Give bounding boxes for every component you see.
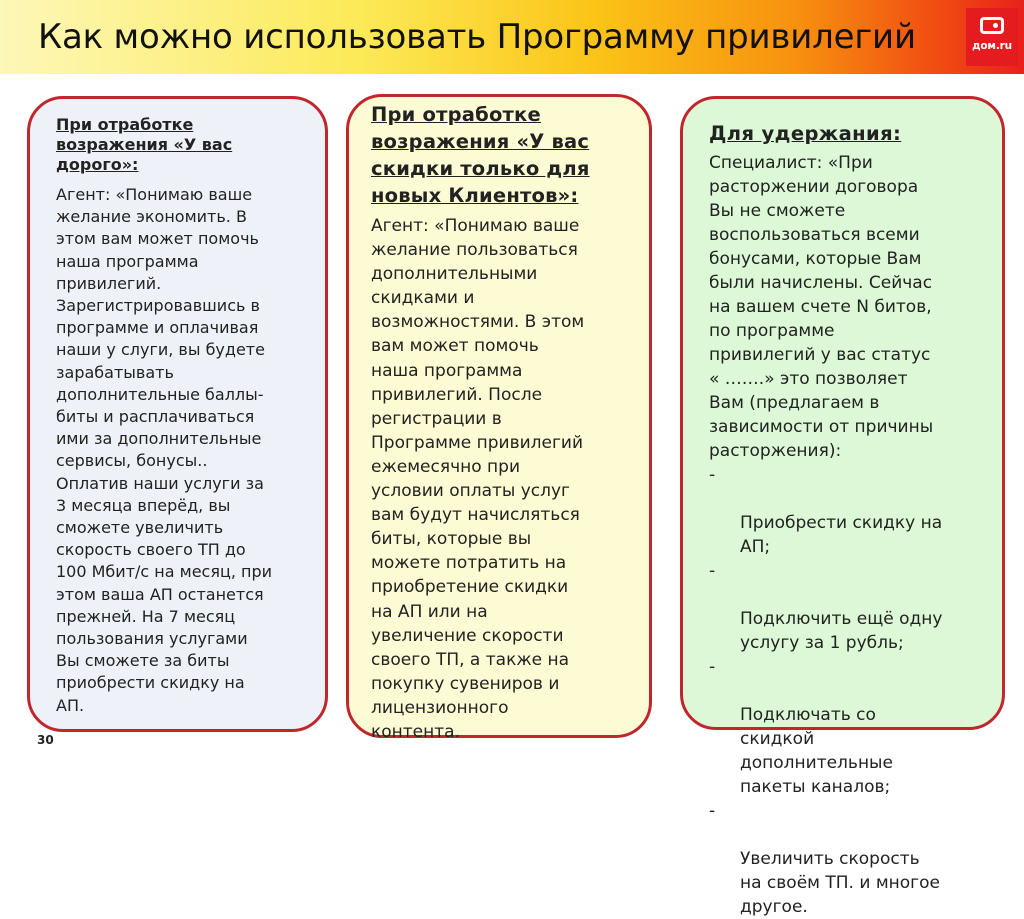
card-too-expensive <box>27 96 328 732</box>
card-title: При отработке возражения «У вас скидки только для новых Клиентов»: <box>371 103 590 207</box>
header-bar <box>0 0 1024 74</box>
dash-marker: - <box>709 465 716 485</box>
list-item-text: Подключить ещё одну услугу за 1 рубль; <box>740 609 943 653</box>
card-body: Агент: «Понимаю ваше желание экономить. В этом вам может помочь наша программа привилегий. Зарегистрировавшись в программе и оплачивая наши у слуги, вы будете зарабатывать дополнительные баллы- биты и расплачиваться ими за дополнительные сервисы, бонусы.. Оплатив наши услуги за 3 месяца вперёд, вы сможете увеличить скорость своего ТП до 100 Мбит/с на месяц, при этом ваша АП останется прежней. На 7 месяц пользования услугами Вы сможете за биты приобрести скидку на АП. <box>56 185 273 715</box>
list-item-text: Подключать со скидкой дополнительные пакеты каналов; <box>740 705 893 797</box>
card-body: Агент: «Понимаю ваше желание пользоваться дополнительными скидками и возможностями. В этом вам может помочь наша программа привилегий. После регистрации в Программе привилегий ежемесячно при условии оплаты услуг вам будут начисляться биты, которые вы можете потратить на приобретение скидки на АП или на увеличение скорости своего ТП, а также на покупку сувениров и лицензионного контента. <box>371 216 585 742</box>
card-body: Специалист: «При расторжении договора Вы не сможете воспользоваться всеми бонусами, которые Вам были начислены. Сейчас на вашем счете N битов, по программе привилегий у вас статус « …….» это позволяет Вам (предлагаем в зависимости от причины расторжения): <box>709 153 934 461</box>
list-item-text: Увеличить скорость на своём ТП. и многое другое. <box>740 849 940 917</box>
logo-text: дом.ru <box>972 40 1012 52</box>
list-item-text: Приобрести скидку на АП; <box>740 513 943 557</box>
list-item <box>709 799 1002 919</box>
dash-marker: - <box>709 561 716 581</box>
options-list <box>709 463 1002 919</box>
dash-marker: - <box>709 657 716 677</box>
card-title: Для удержания: <box>709 122 902 145</box>
list-item <box>709 463 1002 559</box>
list-item <box>709 559 1002 655</box>
card-retention <box>680 96 1005 917</box>
page-title: Как можно использовать Программу привилегий <box>38 17 916 57</box>
card-new-clients-discount <box>346 94 652 742</box>
page-number: 30 <box>37 733 54 747</box>
card-title: При отработке возражения «У вас дорого»: <box>56 115 233 174</box>
dom-ru-logo <box>966 8 1018 66</box>
dash-marker: - <box>709 801 716 821</box>
house-icon <box>980 17 1004 34</box>
list-item <box>709 655 1002 799</box>
